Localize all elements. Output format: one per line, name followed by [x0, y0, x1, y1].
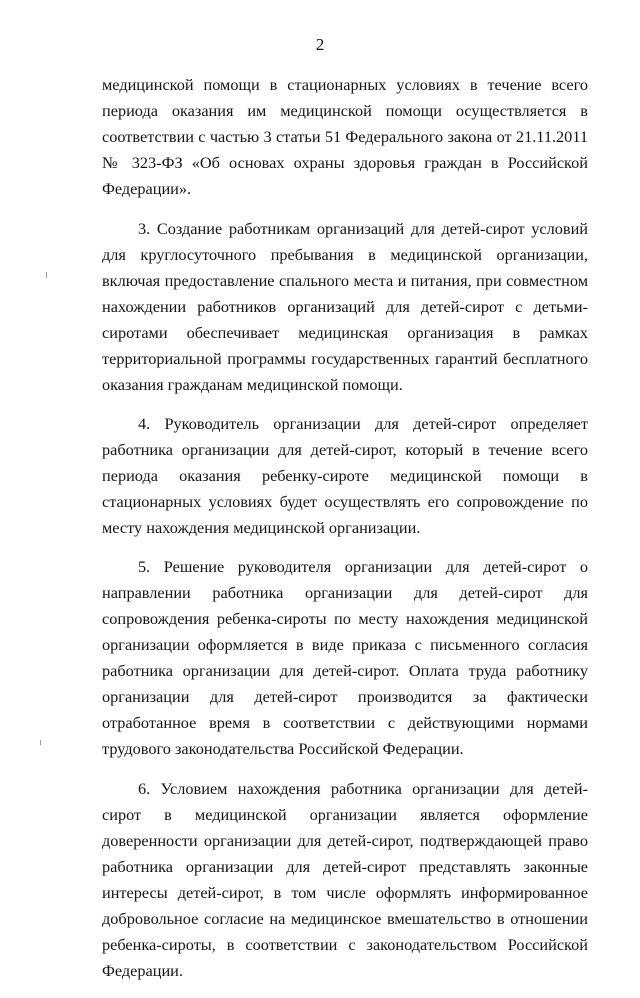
paragraph-item-5: 5. Решение руководителя организации для детей-сирот о направлении работника организации для детей-сирот для сопровождения ребенка-сироты по месту нахождения медицинской организации оформляется в виде приказа с письменного согласия работника организации для детей-сирот. Оплата труда работнику организации для детей-сирот производится за фактически отработанное время в соответствии с действующими нормами трудового законодательства Российской Федерации.: [102, 557, 588, 758]
paragraph-item-3: 3. Создание работникам организаций для детей-сирот условий для круглосуточного пребывания в медицинской организации, включая предоставление спального места и питания, при совместном нахождении работников организаций для детей-сирот с детьми-сиротами обеспечивает медицинская организация в рамках территориальной программы государственных гарантий бесплатного оказания гражданам медицинской помощи.: [102, 219, 588, 394]
page-number: 2: [315, 35, 325, 54]
paragraph-item-4: 4. Руководитель организации для детей-сирот определяет работника организации для детей-сирот, который в течение всего периода оказания ребенку-сироте медицинской помощи в стационарных условиях будет осуществлять его сопровождение по месту нахождения медицинской организации.: [102, 414, 588, 537]
paragraph-continuation: медицинской помощи в стационарных условиях в течение всего периода оказания им медицинской помощи осуществляется в соответствии с частью 3 статьи 51 Федерального закона от 21.11.2011 № 323-ФЗ «Об основах охраны здоровья граждан в Российской Федерации».: [102, 75, 588, 198]
scan-margin-mark: [46, 272, 47, 278]
scan-margin-mark: [40, 740, 41, 745]
paragraph-item-6: 6. Условием нахождения работника организации для детей-сирот в медицинской организации является оформление доверенности организации для детей-сирот, подтверждающей право работника организации для детей-сирот представлять законные интересы детей-сирот, в том числе оформлять информированное добровольное согласие на медицинское вмешательство в отношении ребенка-сироты, в соответствии с законодательством Российской Федерации.: [102, 779, 588, 980]
document-body: [102, 72, 588, 998]
